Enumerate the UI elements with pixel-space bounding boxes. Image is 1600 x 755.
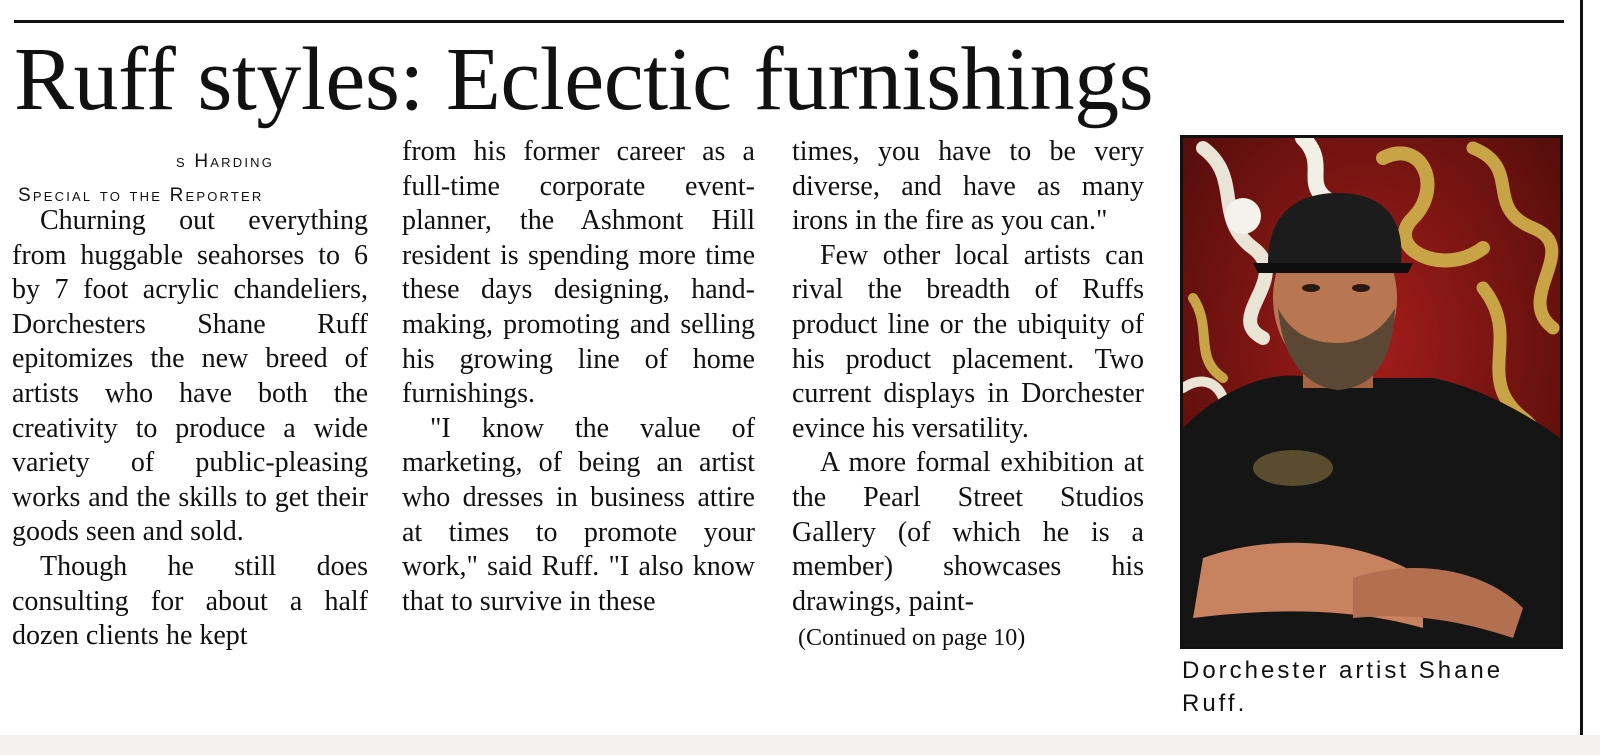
article-column-3 — [792, 135, 1144, 656]
article-column-2 — [402, 135, 755, 619]
bottom-margin — [0, 735, 1600, 755]
paragraph: times, you have to be very diverse, and have as many irons in the fire as you can." — [792, 136, 1144, 237]
paragraph: from his former career as a full-time corporate event-planner, the Ashmont Hill resident is spending more time these days designing, hand-making, promoting and selling his growing line of home furnishings. — [402, 136, 755, 410]
byline-author: s Harding — [176, 151, 275, 172]
byline-role: Special to the Reporter — [18, 185, 264, 206]
paragraph: Few other local artists can rival the breadth of Ruffs product line or the ubiquity of his product placement. Two current displays in Dorchester evince his versatility. — [792, 239, 1144, 444]
continued-note: (Continued on page 10) — [798, 625, 1026, 652]
paragraph: Churning out everything from huggable seahorses to 6 by 7 foot acrylic chandeliers, Dorchesters Shane Ruff epitomizes the new breed of artists who have both the creativity to produce a wide variety of public-pleasing works and the skills to get their goods seen and sold. — [12, 205, 368, 548]
paragraph: Though he still does consulting for about a half dozen clients he kept — [12, 550, 368, 652]
portrait-illustration — [1183, 138, 1560, 646]
headline: Ruff styles: Eclectic furnishings — [14, 30, 1154, 129]
paragraph: A more formal exhibition at the Pearl Street Studios Gallery (of which he is a member) showcases his drawings, paint- — [792, 447, 1144, 617]
article-column-1 — [12, 204, 368, 654]
portrait-photo — [1180, 135, 1563, 649]
paragraph: "I know the value of marketing, of being an artist who dresses in business attire at times to promote your work," said Ruff. "I also know that to survive in these — [402, 412, 755, 617]
top-rule — [14, 20, 1564, 23]
byline — [18, 145, 274, 213]
right-column-rule — [1580, 0, 1583, 735]
photo-caption: Dorchester artist Shane Ruff. — [1182, 657, 1504, 717]
